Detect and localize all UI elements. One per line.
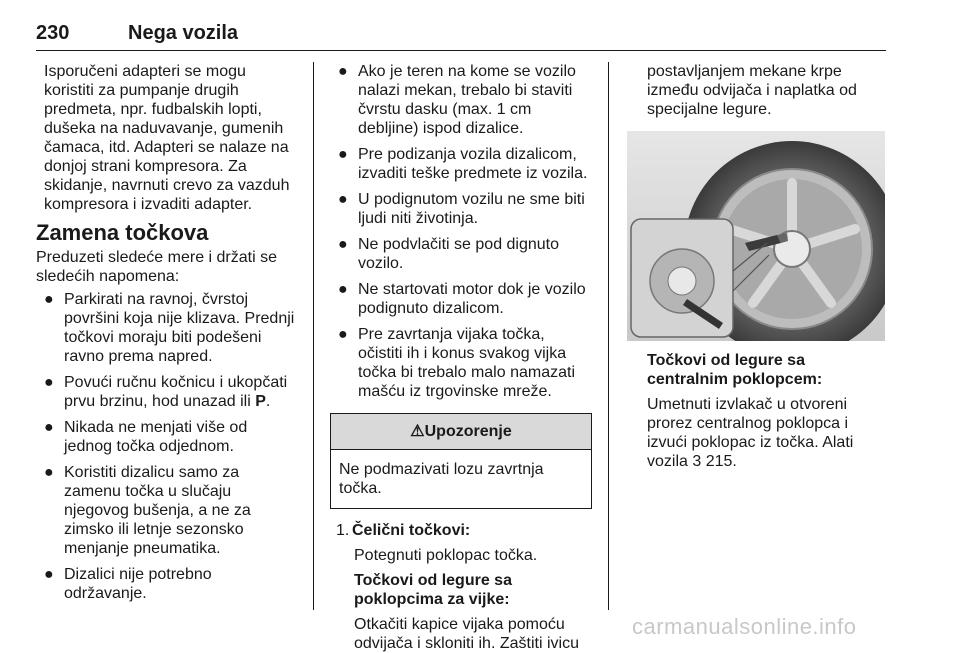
page-number: 230 bbox=[36, 22, 70, 44]
warning-header bbox=[331, 414, 591, 450]
page-reference[interactable]: 215. bbox=[705, 453, 737, 470]
column-left bbox=[36, 62, 298, 610]
bullet-icon: ● bbox=[338, 236, 348, 253]
list-item: ● U podignutom vozilu ne sme biti ljudi niti životinja. bbox=[338, 191, 585, 227]
list-item: ● Pre zavrtanja vijaka točka, očistiti ih i konus svakog vijka točka bi trebalo malo namazati mašću iz trgovinske mreže. bbox=[338, 326, 575, 400]
safety-list bbox=[330, 62, 592, 401]
precautions-list bbox=[36, 290, 298, 603]
warning-box bbox=[330, 413, 592, 509]
watermark: carmanualsonline.info bbox=[632, 614, 857, 639]
page-reference-icon: 3 bbox=[692, 453, 702, 470]
list-item: ● Pre podizanja vozila dizalicom, izvaditi teške predmete iz vozila. bbox=[338, 146, 588, 182]
bullet-icon: ● bbox=[338, 191, 348, 208]
lead-paragraph: Preduzeti sledeće mere i držati se sledećih napomena: bbox=[36, 249, 277, 285]
bullet-icon: ● bbox=[338, 146, 348, 163]
column-middle bbox=[330, 62, 592, 653]
list-item: ● Dizalici nije potrebno održavanje. bbox=[44, 566, 212, 602]
page-header bbox=[36, 22, 886, 51]
bullet-icon: ● bbox=[44, 464, 54, 481]
section-title: Nega vozila bbox=[128, 22, 239, 44]
wheel-illustration-svg bbox=[627, 131, 885, 341]
warning-icon: ⚠ bbox=[410, 423, 425, 440]
bullet-icon: ● bbox=[44, 291, 54, 308]
step-title: Čelični točkovi: bbox=[352, 522, 471, 539]
column-divider-right bbox=[608, 62, 609, 610]
list-item: ● Ne startovati motor dok je vozilo podignuto dizalicom. bbox=[338, 281, 586, 317]
list-item: ● Ne podvlačiti se pod dignuto vozilo. bbox=[338, 236, 560, 272]
bullet-icon: ● bbox=[338, 63, 348, 80]
sub-text: Otkačiti kapice vijaka pomoću odvijača i skloniti ih. Zaštiti ivicu bbox=[354, 616, 579, 652]
list-item: ● Koristiti dizalicu samo za zamenu točka u slučaju njegovog bušenja, a ne za zimsko ili letnje sezonsko menjanje pneumatika. bbox=[44, 464, 251, 557]
bullet-icon: ● bbox=[44, 419, 54, 436]
bullet-icon: ● bbox=[44, 374, 54, 391]
step-item bbox=[330, 521, 592, 540]
continued-text: postavljanjem mekane krpe između odvijača i naplatka od specijalne legure. bbox=[647, 63, 857, 118]
bullet-icon: ● bbox=[44, 566, 54, 583]
sub-heading-centre-cap: Točkovi od legure sa centralnim poklopcem: bbox=[647, 352, 823, 388]
step-number: 1. bbox=[336, 522, 350, 539]
warning-body: Ne podmazivati lozu zavrtnja točka. bbox=[339, 461, 544, 497]
list-item: ● Ako je teren na kome se vozilo nalazi mekan, trebalo bi staviti čvrstu dasku (max. 1 cm debljine) ispod dizalice. bbox=[338, 63, 576, 137]
centre-cap-text: Umetnuti izvlakač u otvoreni prorez centralnog poklopca i izvući poklopac iz točka. Alati vozila 3 215. bbox=[647, 396, 854, 470]
bullet-icon: ● bbox=[338, 281, 348, 298]
warning-title: Upozorenje bbox=[424, 423, 512, 440]
bullet-icon: ● bbox=[338, 326, 348, 343]
intro-paragraph: Isporučeni adapteri se mogu koristiti za pumpanje drugih predmeta, npr. fudbalskih lopti, dušeka na naduvavanje, gumenih čamaca, itd. Adapteri se nalaze na donjoj strani kompresora. Za skidanje, navrnuti crevo za vazduh kompresora i izvaditi adapter. bbox=[44, 63, 290, 213]
column-divider-left bbox=[313, 62, 314, 610]
sub-heading: Točkovi od legure sa poklopcima za vijke: bbox=[354, 572, 512, 608]
gear-p-label: P bbox=[255, 393, 266, 410]
section-heading: Zamena točkova bbox=[36, 220, 209, 245]
column-right bbox=[627, 62, 887, 471]
list-item: ● Nikada ne menjati više od jednog točka odjednom. bbox=[44, 419, 248, 455]
wheel-cover-illustration bbox=[627, 131, 885, 341]
list-item: ● Parkirati na ravnoj, čvrstoj površini koja nije klizava. Prednji točkovi moraju biti podešeni ravno prema napred. bbox=[44, 291, 295, 365]
list-item: ● Povući ručnu kočnicu i ukopčati prvu brzinu, hod unazad ili P. bbox=[44, 374, 288, 410]
step-text: Potegnuti poklopac točka. bbox=[354, 547, 538, 564]
